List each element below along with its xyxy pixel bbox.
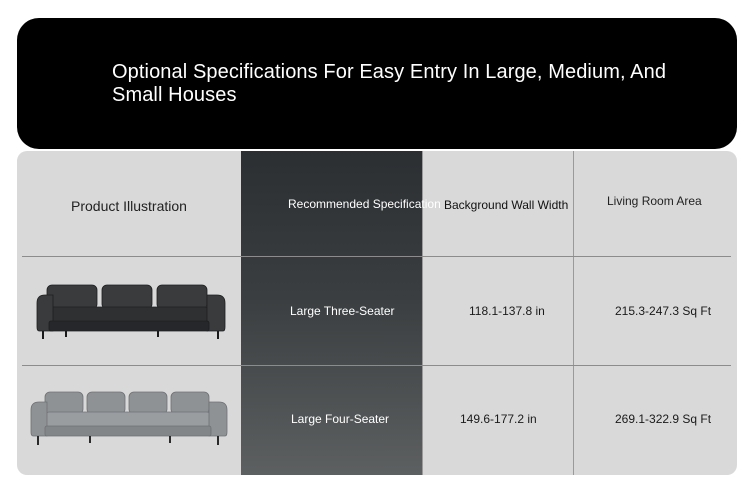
- header-background-wall-width: Background Wall Width: [444, 198, 569, 212]
- row-divider: [22, 365, 731, 366]
- four-seater-sofa-image: [29, 390, 229, 448]
- header-product-illustration: Product Illustration: [71, 198, 187, 214]
- banner-title: Optional Specifications For Easy Entry In Large, Medium, And Small Houses: [112, 61, 667, 106]
- room-area-four-seater: 269.1-322.9 Sq Ft: [615, 412, 712, 426]
- room-area-three-seater: 215.3-247.3 Sq Ft: [615, 304, 712, 318]
- header-living-room-area: Living Room Area: [607, 194, 702, 208]
- column-divider: [573, 151, 574, 475]
- spec-three-seater: Large Three-Seater: [290, 304, 395, 318]
- specification-table: [17, 151, 737, 475]
- three-seater-sofa-image: [35, 281, 227, 341]
- row-divider: [22, 256, 731, 257]
- header-banner: [17, 18, 737, 149]
- header-recommended-specification: Recommended Specification: [288, 197, 441, 211]
- wall-width-four-seater: 149.6-177.2 in: [460, 412, 537, 426]
- wall-width-three-seater: 118.1-137.8 in: [469, 304, 545, 318]
- spec-four-seater: Large Four-Seater: [291, 412, 390, 426]
